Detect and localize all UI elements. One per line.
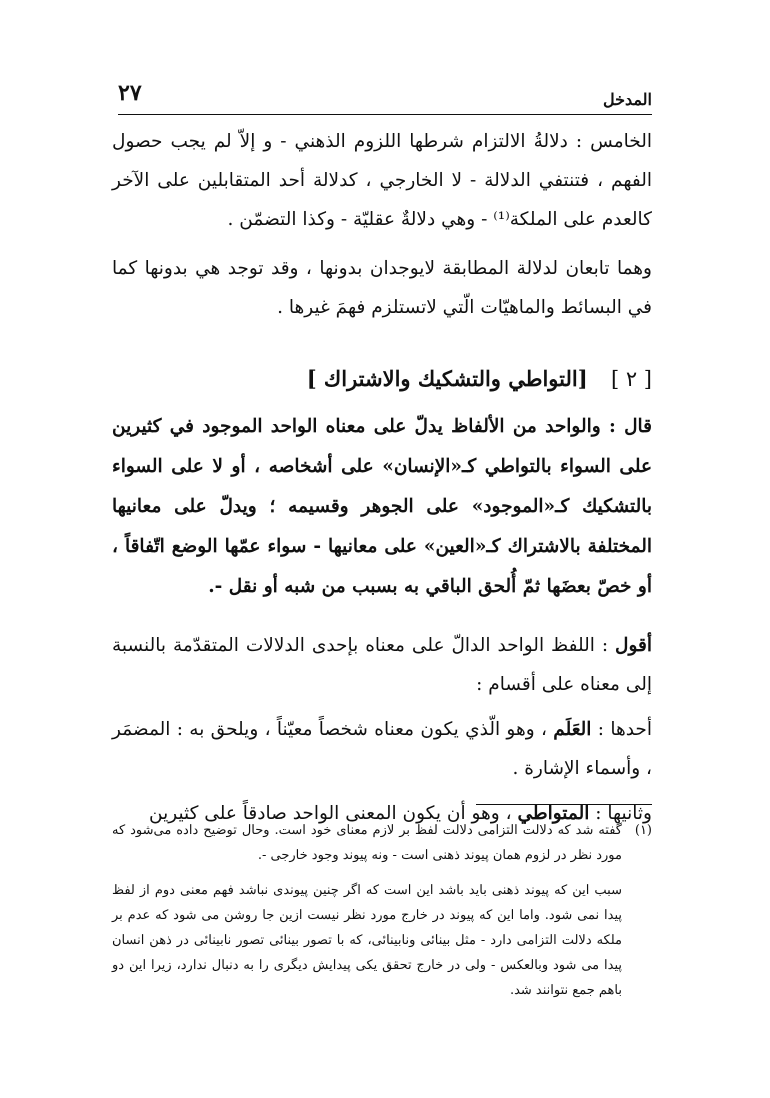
footnote-1-continuation: سبب این که پیوند ذهنی باید باشد این است که اگر چنین پیوندی نباشد فهم معنی دوم از لفظ پیدا نمی شود. واما این که پیوند در خارج مورد نظر نیست ازین جا روشن می شود که عدم بر ملکه دلالت التزامی دارد - مثل بینائی ونابینائی، که با تصور بینائی تصور نابینائی در ذهن انسان پیدا می شود وبالعکس - ولی در خارج تحقق یکی پیدایش دیگری را به دنبال ندارد، زیرا این دو باهم جمع نتوانند شد. <box>112 883 622 998</box>
footnote-1-text: گفته شد که دلالت التزامی دلالت لفظ بر لازم معنای خود است. وحال توضیح داده می‌شود که مورد نظر در لزوم همان پیوند ذهنی است - ونه پیوند وجود خارجی -. <box>112 823 622 863</box>
footnote-number: (١) <box>634 823 652 838</box>
footnotes <box>112 818 652 1003</box>
qala-label: قال <box>624 416 652 437</box>
paragraph-dalalat-iltizam: الخامس : دلالةُ الالتزام شرطها اللزوم الذهني - و إلاّ لم يجب حصول الفهم ، فتنتفي الدلالة - لا الخارجي ، كدلالة أحد المتقابلين على الآخر كالعدم على الملكة⁽¹⁾ - وهي دلالةٌ عقليّة - وكذا التضمّن . <box>112 131 652 230</box>
second-division-text: ، وهو أن يكون المعنى الواحد صادقاً على كثيرين <box>149 802 512 824</box>
matn-quote <box>112 407 652 607</box>
section-title: [التواطي والتشكيك والاشتراك ] <box>306 366 588 391</box>
main-text <box>112 118 652 833</box>
first-division-prefix: أحدها : <box>597 718 652 740</box>
running-title: المدخل <box>603 90 652 109</box>
section-number: [ ٢ ] <box>610 367 652 391</box>
footnote-divider <box>476 804 652 805</box>
paragraph-tabian: وهما تابعان لدلالة المطابقة لايوجدان بدونها ، وقد توجد هي بدونها كما في البسائط والماهيّات الّتي لاتستلزم فهمَ غيرها . <box>112 258 652 318</box>
commentary-text: : اللفظ الواحد الدالّ على معناه بإحدى الدلالات المتقدّمة بالنسبة إلى معناه على أقسام : <box>112 634 652 695</box>
second-division-prefix: وثانيها : <box>595 802 652 824</box>
mutawati-term: المتواطي <box>517 802 590 824</box>
section-heading <box>112 359 652 399</box>
alam-term: العَلَم <box>553 718 592 740</box>
footnote-1 <box>112 818 652 868</box>
page-number: ٢٧ <box>118 80 142 106</box>
first-division-text: ، وهو الّذي يكون معناه شخصاً معيّناً ، ويلحق به : المضمَر ، وأسماء الإشارة . <box>112 718 652 779</box>
matn-text: : والواحد من الألفاظ يدلّ على معناه الواحد الموجود في كثيرين على السواء بالتواطي كـ«الإنسان» على أشخاصه ، أو لا على السواء بالتشكيك كـ«الموجود» على الجوهر وقسيمه ؛ ويدلّ على معانيها المختلفة بالاشتراك كـ«العين» على معانيها - سواء عمّها الوضع اتّفاقاً ، أو خصّ بعضَها ثمّ أُلحق الباقي به بسبب من شبه أو نقل -. <box>112 416 652 597</box>
commentary-paragraph <box>112 626 652 704</box>
first-division-paragraph <box>112 710 652 788</box>
aqulu-label: أقول <box>615 634 653 656</box>
page-header <box>118 78 652 115</box>
